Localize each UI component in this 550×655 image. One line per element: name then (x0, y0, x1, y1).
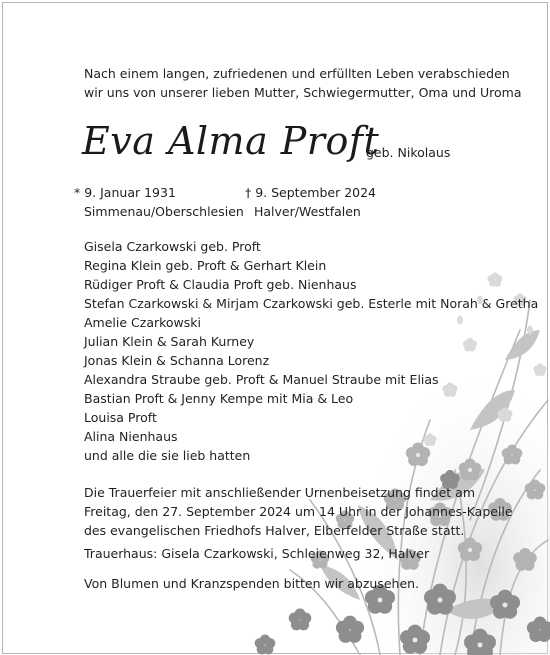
list-item: Alexandra Straube geb. Proft & Manuel Straube mit Elias (84, 372, 439, 387)
list-item: Rüdiger Proft & Claudia Proft geb. Nienhaus (84, 277, 357, 292)
list-item: Gisela Czarkowski geb. Proft (84, 239, 261, 254)
birth-info (74, 183, 244, 221)
list-item: Julian Klein & Sarah Kurney (84, 334, 255, 349)
list-item: und alle die sie lieb hatten (84, 448, 251, 463)
death-date: † 9. September 2024 (245, 185, 376, 200)
list-item: Bastian Proft & Jenny Kempe mit Mia & Leo (84, 391, 354, 406)
list-item: Amelie Czarkowski (84, 315, 202, 330)
list-item: Jonas Klein & Schanna Lorenz (84, 353, 270, 368)
list-item: Louisa Proft (84, 410, 157, 425)
birth-date: * 9. Januar 1931 (74, 185, 176, 200)
list-item: Stefan Czarkowski & Mirjam Czarkowski geb. Esterle mit Norah & Gretha (84, 296, 539, 311)
funeral-line-3: des evangelischen Friedhofs Halver, Elberfelder Straße statt. (84, 523, 465, 538)
maiden-name: geb. Nikolaus (366, 145, 451, 160)
intro-line-1: Nach einem langen, zufriedenen und erfüllten Leben verabschieden (84, 66, 510, 81)
intro-line-2: wir uns von unserer lieben Mutter, Schwiegermutter, Oma und Uroma (84, 85, 522, 100)
intro-text (84, 64, 521, 102)
death-info (245, 183, 376, 221)
mourners-list (84, 237, 538, 465)
birth-place: Simmenau/Oberschlesien (84, 204, 244, 219)
mourning-house: Trauerhaus: Gisela Czarkowski, Schleienweg 32, Halver (84, 546, 430, 561)
funeral-line-2: Freitag, den 27. September 2024 um 14 Uhr in der Johannes-Kapelle (84, 504, 513, 519)
list-item: Alina Nienhaus (84, 429, 178, 444)
death-place: Halver/Westfalen (254, 204, 361, 219)
list-item: Regina Klein geb. Proft & Gerhart Klein (84, 258, 327, 273)
funeral-line-1: Die Trauerfeier mit anschließender Urnenbeisetzung findet am (84, 485, 476, 500)
flowers-note: Von Blumen und Kranzspenden bitten wir abzusehen. (84, 576, 420, 591)
deceased-name: Eva Alma Proft (82, 119, 380, 163)
funeral-info (84, 483, 513, 540)
